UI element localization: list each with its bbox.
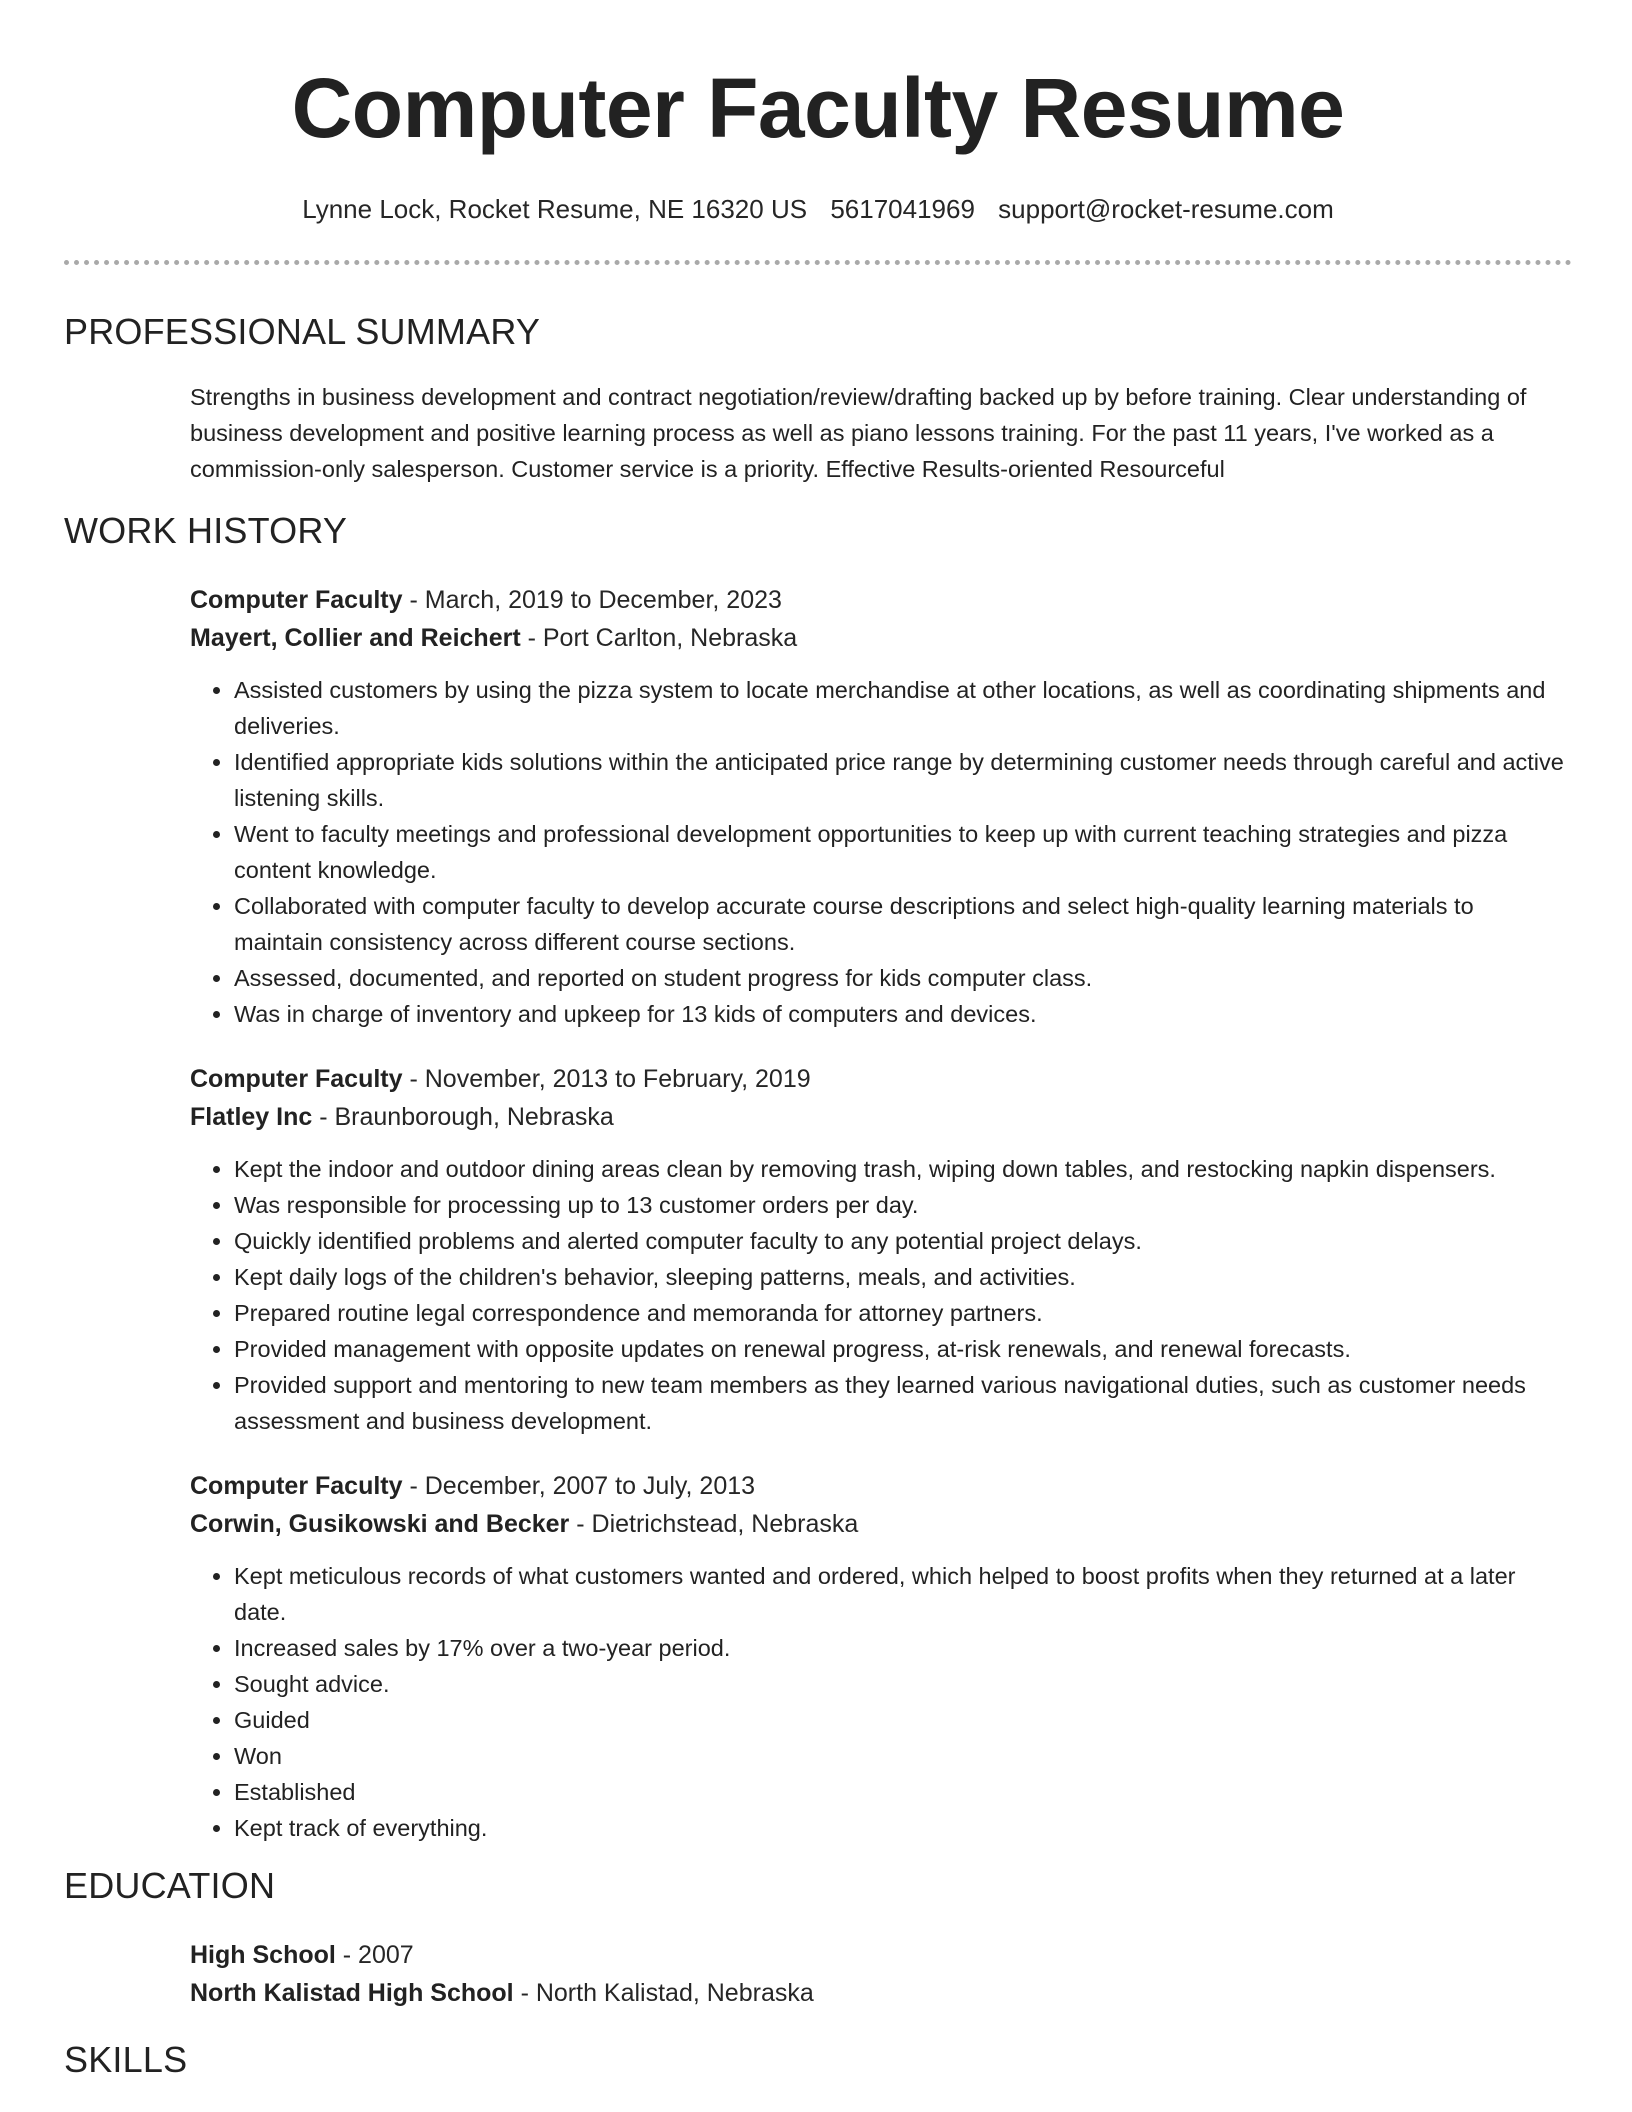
job-company-line [190,619,1566,657]
job-duty: • Won [234,1738,1566,1774]
education-heading: EDUCATION [64,1865,276,1906]
contact-info [64,193,1572,225]
job-title: Computer Faculty [190,1065,403,1093]
job-duty: • Assisted customers by using the pizza system to locate merchandise at other locations, as well as coordinating shipments and deliveries. [234,672,1566,744]
job-company: Corwin, Gusikowski and Becker [190,1510,570,1538]
summary-heading: PROFESSIONAL SUMMARY [64,311,541,352]
job-location: - Port Carlton, Nebraska [520,624,798,652]
job-duty: • Kept daily logs of the children's behavior, sleeping patterns, meals, and activities. [234,1259,1566,1295]
contact-address: Lynne Lock, Rocket Resume, NE 16320 US [302,194,808,224]
job-duty: • Established [234,1774,1566,1810]
job-duty: • Assessed, documented, and reported on student progress for kids computer class. [234,960,1566,996]
job-entry [190,581,1566,1032]
job-duties [190,672,1566,1032]
work-history [64,581,1572,1846]
resume-title: Computer Faculty Resume [291,61,1345,155]
summary-text: Strengths in business development and contract negotiation/review/drafting backed up by before training. Clear understanding of business development and positive learning process as well as piano lessons training. For the past 11 years, I've worked as a commission-only salesperson. Customer service is a priority. Effective Results-oriented Resourceful [190,384,1527,482]
job-company-line [190,1505,1566,1543]
contact-email: support@rocket-resume.com [998,194,1334,224]
job-duties [190,1151,1566,1439]
education-location: - North Kalistad, Nebraska [513,1979,814,2007]
job-duty: • Was in charge of inventory and upkeep for 13 kids of computers and devices. [234,996,1566,1032]
education-school-line [190,1974,1566,2012]
job-title: Computer Faculty [190,1472,403,1500]
job-entry [190,1467,1566,1846]
work-history-heading: WORK HISTORY [64,510,348,551]
job-title-line [190,581,1566,619]
education-year: - 2007 [335,1941,414,1969]
contact-phone: 5617041969 [830,194,975,224]
job-location: - Dietrichstead, Nebraska [569,1510,859,1538]
education-entry [64,1936,1572,2012]
job-duty: • Identified appropriate kids solutions within the anticipated price range by determining customer needs through careful and active listening skills. [234,744,1566,816]
job-title: Computer Faculty [190,586,403,614]
job-dates: - November, 2013 to February, 2019 [402,1065,811,1093]
job-company-line [190,1098,1566,1136]
header-divider [64,260,1572,265]
job-company: Mayert, Collier and Reichert [190,624,521,652]
education-degree-line [190,1936,1566,1974]
job-duty: • Was responsible for processing up to 13 customer orders per day. [234,1187,1566,1223]
job-duty: • Increased sales by 17% over a two-year period. [234,1630,1566,1666]
job-title-line [190,1467,1566,1505]
job-duty: • Provided support and mentoring to new team members as they learned various navigational duties, such as customer needs assessment and business development. [234,1367,1566,1439]
education-school: North Kalistad High School [190,1979,514,2007]
job-duty: • Quickly identified problems and alerted computer faculty to any potential project delays. [234,1223,1566,1259]
job-location: - Braunborough, Nebraska [312,1103,614,1131]
job-duty: • Collaborated with computer faculty to develop accurate course descriptions and select high-quality learning materials to maintain consistency across different course sections. [234,888,1566,960]
job-duty: • Went to faculty meetings and professional development opportunities to keep up with current teaching strategies and pizza content knowledge. [234,816,1566,888]
job-duties [190,1558,1566,1846]
education-degree: High School [190,1941,336,1969]
job-duty: • Kept the indoor and outdoor dining areas clean by removing trash, wiping down tables, and restocking napkin dispensers. [234,1151,1566,1187]
resume-page [64,0,1572,2082]
job-duty: • Provided management with opposite updates on renewal progress, at-risk renewals, and renewal forecasts. [234,1331,1566,1367]
job-duty: • Prepared routine legal correspondence and memoranda for attorney partners. [234,1295,1566,1331]
job-title-line [190,1060,1566,1098]
job-company: Flatley Inc [190,1103,313,1131]
job-duty: • Kept meticulous records of what customers wanted and ordered, which helped to boost profits when they returned at a later date. [234,1558,1566,1630]
job-dates: - December, 2007 to July, 2013 [402,1472,756,1500]
skills-heading: SKILLS [64,2039,188,2080]
job-duty: • Sought advice. [234,1666,1566,1702]
job-duty: • Guided [234,1702,1566,1738]
job-dates: - March, 2019 to December, 2023 [402,586,782,614]
job-duty: • Kept track of everything. [234,1810,1566,1846]
job-entry [190,1060,1566,1439]
